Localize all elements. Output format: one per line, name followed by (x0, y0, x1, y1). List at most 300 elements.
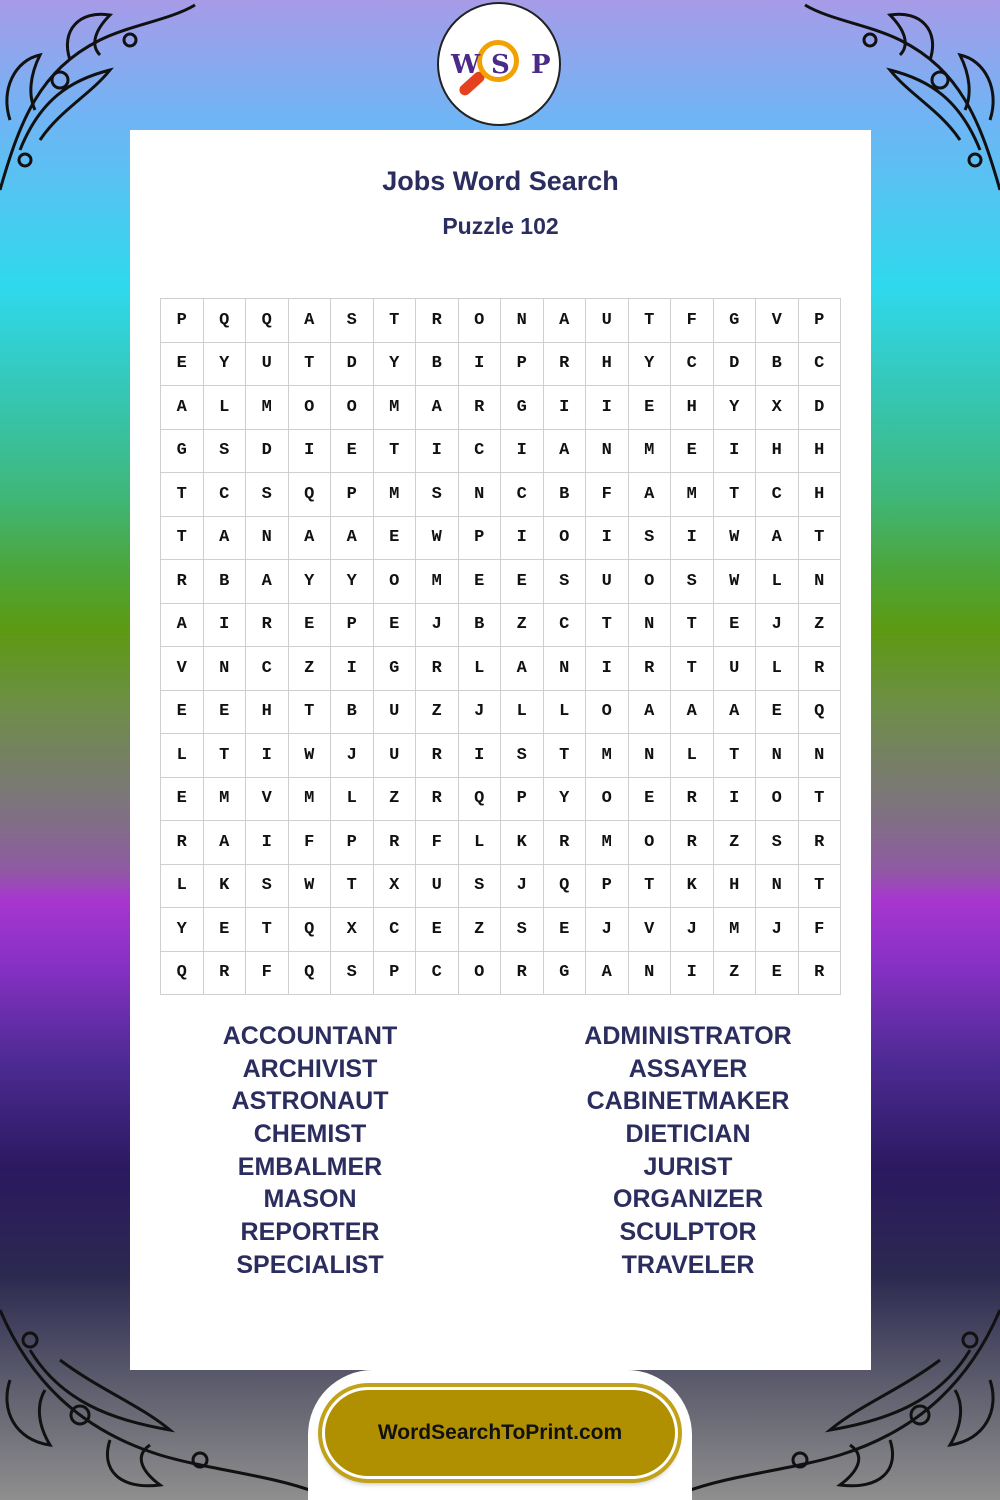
grid-cell[interactable]: S (331, 951, 374, 995)
grid-row (161, 386, 841, 430)
grid-cell[interactable]: H (798, 429, 841, 473)
grid-cell[interactable]: A (203, 821, 246, 865)
grid-cell[interactable]: M (373, 473, 416, 517)
grid-cell[interactable]: T (671, 647, 714, 691)
grid-cell[interactable]: Y (713, 386, 756, 430)
website-label: WordSearchToPrint.com (377, 1421, 623, 1444)
grid-cell[interactable]: Q (288, 473, 331, 517)
grid-cell[interactable]: R (798, 951, 841, 995)
grid-cell[interactable]: N (628, 603, 671, 647)
grid-cell[interactable]: U (416, 864, 459, 908)
word-list-right (503, 1020, 873, 1282)
grid-cell[interactable]: G (161, 429, 204, 473)
grid-cell[interactable]: Q (161, 951, 204, 995)
grid-cell[interactable]: E (373, 603, 416, 647)
grid-cell[interactable]: A (161, 603, 204, 647)
grid-cell[interactable]: C (501, 473, 544, 517)
grid-cell[interactable]: N (501, 299, 544, 343)
grid-cell[interactable]: H (246, 690, 289, 734)
grid-cell[interactable]: U (586, 299, 629, 343)
grid-cell[interactable]: T (373, 429, 416, 473)
grid-cell[interactable]: M (416, 560, 459, 604)
grid-row (161, 777, 841, 821)
grid-cell[interactable]: J (416, 603, 459, 647)
grid-cell[interactable]: T (246, 908, 289, 952)
grid-cell[interactable]: R (416, 777, 459, 821)
grid-cell[interactable]: K (501, 821, 544, 865)
grid-cell[interactable]: T (628, 299, 671, 343)
grid-cell[interactable]: P (501, 342, 544, 386)
grid-cell[interactable]: O (331, 386, 374, 430)
grid-cell[interactable]: F (246, 951, 289, 995)
word-list-left (125, 1020, 495, 1282)
grid-cell[interactable]: T (798, 516, 841, 560)
grid-cell[interactable]: P (161, 299, 204, 343)
grid-cell[interactable]: L (671, 734, 714, 778)
grid-cell[interactable]: R (373, 821, 416, 865)
grid-cell[interactable]: S (543, 560, 586, 604)
grid-cell[interactable]: T (373, 299, 416, 343)
grid-cell[interactable]: Y (373, 342, 416, 386)
grid-cell[interactable]: L (458, 821, 501, 865)
grid-cell[interactable]: Y (628, 342, 671, 386)
grid-cell[interactable]: T (288, 342, 331, 386)
grid-cell[interactable]: E (543, 908, 586, 952)
grid-cell[interactable]: I (501, 429, 544, 473)
grid-cell[interactable]: T (628, 864, 671, 908)
grid-cell[interactable]: U (246, 342, 289, 386)
grid-cell[interactable]: I (416, 429, 459, 473)
grid-cell[interactable]: E (203, 908, 246, 952)
grid-cell[interactable]: C (756, 473, 799, 517)
grid-cell[interactable]: L (756, 647, 799, 691)
grid-cell[interactable]: F (416, 821, 459, 865)
grid-cell[interactable]: S (203, 429, 246, 473)
grid-cell[interactable]: X (331, 908, 374, 952)
grid-cell[interactable]: U (586, 560, 629, 604)
grid-cell[interactable]: J (458, 690, 501, 734)
grid-cell[interactable]: X (373, 864, 416, 908)
grid-cell[interactable]: R (543, 342, 586, 386)
puzzle-card (130, 130, 871, 1370)
grid-cell[interactable]: C (416, 951, 459, 995)
grid-cell[interactable]: D (246, 429, 289, 473)
grid-cell[interactable]: J (756, 908, 799, 952)
grid-cell[interactable]: R (671, 777, 714, 821)
grid-cell[interactable]: V (628, 908, 671, 952)
grid-cell[interactable]: S (628, 516, 671, 560)
grid-cell[interactable]: E (501, 560, 544, 604)
grid-cell[interactable]: Z (288, 647, 331, 691)
logo-letter-s: S (491, 50, 510, 80)
grid-cell[interactable]: T (713, 734, 756, 778)
grid-cell[interactable]: W (288, 864, 331, 908)
grid-cell[interactable]: R (798, 821, 841, 865)
word-list-item: ACCOUNTANT (222, 1022, 398, 1050)
grid-cell[interactable]: W (713, 516, 756, 560)
grid-cell[interactable]: O (373, 560, 416, 604)
grid-cell[interactable]: E (416, 908, 459, 952)
grid-cell[interactable]: F (586, 473, 629, 517)
grid-cell[interactable]: S (501, 908, 544, 952)
grid-row (161, 560, 841, 604)
grid-cell[interactable]: Z (713, 951, 756, 995)
grid-cell[interactable]: E (203, 690, 246, 734)
grid-cell[interactable]: V (161, 647, 204, 691)
grid-row (161, 690, 841, 734)
grid-cell[interactable]: N (756, 734, 799, 778)
grid-cell[interactable]: E (458, 560, 501, 604)
grid-cell[interactable]: C (671, 342, 714, 386)
grid-cell[interactable]: B (203, 560, 246, 604)
grid-cell[interactable]: R (798, 647, 841, 691)
grid-cell[interactable]: I (713, 777, 756, 821)
grid-cell[interactable]: R (628, 647, 671, 691)
grid-cell[interactable]: E (161, 690, 204, 734)
grid-cell[interactable]: O (756, 777, 799, 821)
puzzle-title: Jobs Word Search (382, 166, 619, 196)
grid-cell[interactable]: U (713, 647, 756, 691)
grid-cell[interactable]: H (798, 473, 841, 517)
grid-cell[interactable]: Y (203, 342, 246, 386)
word-list-item: ORGANIZER (613, 1185, 763, 1214)
grid-cell[interactable]: B (543, 473, 586, 517)
grid-cell[interactable]: G (501, 386, 544, 430)
grid-cell[interactable]: S (246, 864, 289, 908)
grid-cell[interactable]: I (203, 603, 246, 647)
grid-row (161, 821, 841, 865)
grid-cell[interactable]: A (628, 473, 671, 517)
grid-cell[interactable]: K (671, 864, 714, 908)
grid-cell[interactable]: S (416, 473, 459, 517)
grid-cell[interactable]: T (713, 473, 756, 517)
grid-cell[interactable]: M (713, 908, 756, 952)
grid-cell[interactable]: K (203, 864, 246, 908)
grid-cell[interactable]: T (161, 516, 204, 560)
grid-cell[interactable]: R (501, 951, 544, 995)
grid-cell[interactable]: G (543, 951, 586, 995)
grid-cell[interactable]: A (713, 690, 756, 734)
grid-cell[interactable]: N (458, 473, 501, 517)
grid-cell[interactable]: P (331, 603, 374, 647)
grid-cell[interactable]: E (288, 603, 331, 647)
grid-cell[interactable]: D (713, 342, 756, 386)
grid-cell[interactable]: Z (416, 690, 459, 734)
grid-cell[interactable]: P (586, 864, 629, 908)
grid-cell[interactable]: T (798, 864, 841, 908)
grid-cell[interactable]: Z (458, 908, 501, 952)
grid-cell[interactable]: A (288, 516, 331, 560)
grid-cell[interactable]: N (628, 734, 671, 778)
grid-cell[interactable]: S (501, 734, 544, 778)
grid-cell[interactable]: A (671, 690, 714, 734)
grid-cell[interactable]: U (373, 734, 416, 778)
grid-cell[interactable]: L (458, 647, 501, 691)
grid-cell[interactable]: I (501, 516, 544, 560)
grid-cell[interactable]: T (331, 864, 374, 908)
grid-cell[interactable]: R (203, 951, 246, 995)
word-list-item: ADMINISTRATOR (584, 1022, 792, 1050)
grid-row (161, 908, 841, 952)
grid-cell[interactable]: N (628, 951, 671, 995)
grid-cell[interactable]: P (501, 777, 544, 821)
grid-cell[interactable]: I (331, 647, 374, 691)
grid-cell[interactable]: M (246, 386, 289, 430)
grid-row (161, 603, 841, 647)
grid-cell[interactable]: T (161, 473, 204, 517)
grid-cell[interactable]: B (416, 342, 459, 386)
grid-cell[interactable]: M (671, 473, 714, 517)
grid-cell[interactable]: Q (288, 908, 331, 952)
word-list-item: CABINETMAKER (586, 1087, 790, 1116)
grid-cell[interactable]: E (756, 690, 799, 734)
grid-cell[interactable]: V (756, 299, 799, 343)
grid-cell[interactable]: E (713, 603, 756, 647)
grid-cell[interactable]: L (161, 864, 204, 908)
word-list-item: ASTRONAUT (231, 1087, 389, 1116)
grid-cell[interactable]: Q (246, 299, 289, 343)
grid-cell[interactable]: R (416, 734, 459, 778)
word-list-item: SCULPTOR (619, 1218, 757, 1247)
grid-cell[interactable]: J (586, 908, 629, 952)
website-button[interactable] (322, 1387, 678, 1479)
word-list-item: ASSAYER (628, 1054, 748, 1083)
grid-cell[interactable]: S (246, 473, 289, 517)
grid-row (161, 342, 841, 386)
grid-cell[interactable]: E (161, 777, 204, 821)
grid-cell[interactable]: R (161, 821, 204, 865)
grid-cell[interactable]: J (331, 734, 374, 778)
grid-cell[interactable]: B (458, 603, 501, 647)
grid-row (161, 864, 841, 908)
grid-cell[interactable]: I (586, 647, 629, 691)
grid-cell[interactable]: R (416, 647, 459, 691)
grid-cell[interactable]: L (501, 690, 544, 734)
grid-cell[interactable]: M (203, 777, 246, 821)
grid-cell[interactable]: M (586, 734, 629, 778)
grid-cell[interactable]: N (543, 647, 586, 691)
grid-cell[interactable]: O (628, 560, 671, 604)
grid-cell[interactable]: S (331, 299, 374, 343)
grid-cell[interactable]: H (671, 386, 714, 430)
grid-cell[interactable]: Y (288, 560, 331, 604)
word-list-item: JURIST (643, 1152, 733, 1181)
grid-cell[interactable]: P (331, 473, 374, 517)
grid-cell[interactable]: E (373, 516, 416, 560)
grid-cell[interactable]: J (671, 908, 714, 952)
grid-row (161, 516, 841, 560)
grid-cell[interactable]: I (458, 342, 501, 386)
word-list-item: MASON (263, 1185, 357, 1214)
grid-cell[interactable]: E (331, 429, 374, 473)
grid-cell[interactable]: B (756, 342, 799, 386)
grid-row (161, 429, 841, 473)
grid-cell[interactable]: A (161, 386, 204, 430)
grid-cell[interactable]: I (671, 951, 714, 995)
grid-cell[interactable]: I (458, 734, 501, 778)
grid-cell[interactable]: U (373, 690, 416, 734)
grid-cell[interactable]: O (458, 951, 501, 995)
grid-cell[interactable]: A (246, 560, 289, 604)
grid-cell[interactable]: A (416, 386, 459, 430)
grid-cell[interactable]: N (203, 647, 246, 691)
grid-cell[interactable]: A (501, 647, 544, 691)
grid-row (161, 951, 841, 995)
word-list-item: ARCHIVIST (242, 1054, 378, 1083)
grid-cell[interactable]: F (798, 908, 841, 952)
grid-cell[interactable]: I (713, 429, 756, 473)
grid-cell[interactable]: I (246, 821, 289, 865)
grid-cell[interactable]: Z (373, 777, 416, 821)
grid-cell[interactable]: E (756, 951, 799, 995)
grid-cell[interactable]: A (288, 299, 331, 343)
grid-cell[interactable]: C (373, 908, 416, 952)
grid-row (161, 473, 841, 517)
word-list-item: CHEMIST (253, 1120, 367, 1149)
grid-cell[interactable]: B (331, 690, 374, 734)
wsp-logo (437, 2, 561, 126)
grid-cell[interactable]: H (756, 429, 799, 473)
grid-cell[interactable]: S (671, 560, 714, 604)
grid-cell[interactable]: I (543, 386, 586, 430)
grid-cell[interactable]: A (203, 516, 246, 560)
grid-cell[interactable]: N (798, 560, 841, 604)
grid-cell[interactable]: N (246, 516, 289, 560)
grid-cell[interactable]: Z (501, 603, 544, 647)
grid-cell[interactable]: P (458, 516, 501, 560)
grid-cell[interactable]: F (671, 299, 714, 343)
letter-grid (160, 298, 841, 995)
grid-cell[interactable]: N (798, 734, 841, 778)
logo-letter-p: P (531, 50, 551, 80)
word-list-item: SPECIALIST (236, 1250, 384, 1279)
grid-row (161, 647, 841, 691)
grid-cell[interactable]: A (586, 951, 629, 995)
grid-cell[interactable]: C (798, 342, 841, 386)
grid-cell[interactable]: L (161, 734, 204, 778)
grid-cell[interactable]: L (331, 777, 374, 821)
grid-cell[interactable]: A (543, 429, 586, 473)
grid-cell[interactable]: A (543, 299, 586, 343)
grid-cell[interactable]: O (628, 821, 671, 865)
grid-cell[interactable]: D (331, 342, 374, 386)
grid-cell[interactable]: T (288, 690, 331, 734)
grid-cell[interactable]: T (543, 734, 586, 778)
grid-cell[interactable]: P (373, 951, 416, 995)
word-list-item: EMBALMER (237, 1152, 383, 1181)
grid-cell[interactable]: O (586, 777, 629, 821)
grid-cell[interactable]: A (756, 516, 799, 560)
grid-row (161, 299, 841, 343)
grid-cell[interactable]: Q (798, 690, 841, 734)
grid-cell[interactable]: R (671, 821, 714, 865)
grid-cell[interactable]: C (543, 603, 586, 647)
grid-cell[interactable]: I (246, 734, 289, 778)
grid-cell[interactable]: I (671, 516, 714, 560)
grid-cell[interactable]: R (543, 821, 586, 865)
grid-cell[interactable]: O (586, 690, 629, 734)
grid-cell[interactable]: D (798, 386, 841, 430)
grid-cell[interactable]: P (331, 821, 374, 865)
grid-cell[interactable]: L (543, 690, 586, 734)
grid-cell[interactable]: Z (713, 821, 756, 865)
grid-cell[interactable]: W (288, 734, 331, 778)
grid-cell[interactable]: V (246, 777, 289, 821)
grid-cell[interactable]: G (373, 647, 416, 691)
grid-cell[interactable]: Q (543, 864, 586, 908)
grid-cell[interactable]: E (628, 386, 671, 430)
grid-cell[interactable]: E (161, 342, 204, 386)
word-list-item: REPORTER (240, 1218, 380, 1247)
grid-cell[interactable]: J (501, 864, 544, 908)
grid-cell[interactable]: M (373, 386, 416, 430)
grid-cell[interactable]: R (458, 386, 501, 430)
grid-cell[interactable]: O (543, 516, 586, 560)
grid-cell[interactable]: X (756, 386, 799, 430)
grid-cell[interactable]: A (331, 516, 374, 560)
grid-cell[interactable]: H (586, 342, 629, 386)
grid-cell[interactable]: R (161, 560, 204, 604)
grid-cell[interactable]: I (586, 516, 629, 560)
grid-cell[interactable]: Y (161, 908, 204, 952)
word-list-item: DIETICIAN (625, 1120, 751, 1149)
grid-cell[interactable]: T (586, 603, 629, 647)
grid-cell[interactable]: O (288, 386, 331, 430)
grid-cell[interactable]: S (756, 821, 799, 865)
grid-cell[interactable]: W (416, 516, 459, 560)
grid-cell[interactable]: C (203, 473, 246, 517)
grid-cell[interactable]: C (246, 647, 289, 691)
grid-cell[interactable]: Z (798, 603, 841, 647)
grid-cell[interactable]: Y (331, 560, 374, 604)
word-list-item: TRAVELER (621, 1250, 755, 1279)
grid-cell[interactable]: T (798, 777, 841, 821)
grid-cell[interactable]: N (586, 429, 629, 473)
grid-cell[interactable]: S (458, 864, 501, 908)
grid-cell[interactable]: N (756, 864, 799, 908)
grid-cell[interactable]: T (203, 734, 246, 778)
grid-cell[interactable]: M (586, 821, 629, 865)
grid-cell[interactable]: R (416, 299, 459, 343)
grid-cell[interactable]: L (756, 560, 799, 604)
grid-cell[interactable]: F (288, 821, 331, 865)
grid-cell[interactable]: R (246, 603, 289, 647)
grid-cell[interactable]: L (203, 386, 246, 430)
grid-cell[interactable]: M (288, 777, 331, 821)
grid-cell[interactable]: A (628, 690, 671, 734)
grid-cell[interactable]: M (628, 429, 671, 473)
grid-cell[interactable]: H (713, 864, 756, 908)
grid-cell[interactable]: Q (458, 777, 501, 821)
grid-cell[interactable]: P (798, 299, 841, 343)
grid-cell[interactable]: J (756, 603, 799, 647)
grid-cell[interactable]: Q (288, 951, 331, 995)
grid-row (161, 734, 841, 778)
grid-cell[interactable]: I (586, 386, 629, 430)
grid-cell[interactable]: W (713, 560, 756, 604)
grid-cell[interactable]: T (671, 603, 714, 647)
grid-cell[interactable]: E (628, 777, 671, 821)
grid-cell[interactable]: Y (543, 777, 586, 821)
grid-cell[interactable]: E (671, 429, 714, 473)
grid-cell[interactable]: I (288, 429, 331, 473)
grid-cell[interactable]: O (458, 299, 501, 343)
logo-letter-w: W (451, 50, 481, 80)
grid-cell[interactable]: C (458, 429, 501, 473)
grid-cell[interactable]: Q (203, 299, 246, 343)
grid-cell[interactable]: G (713, 299, 756, 343)
puzzle-subtitle: Puzzle 102 (442, 213, 559, 239)
